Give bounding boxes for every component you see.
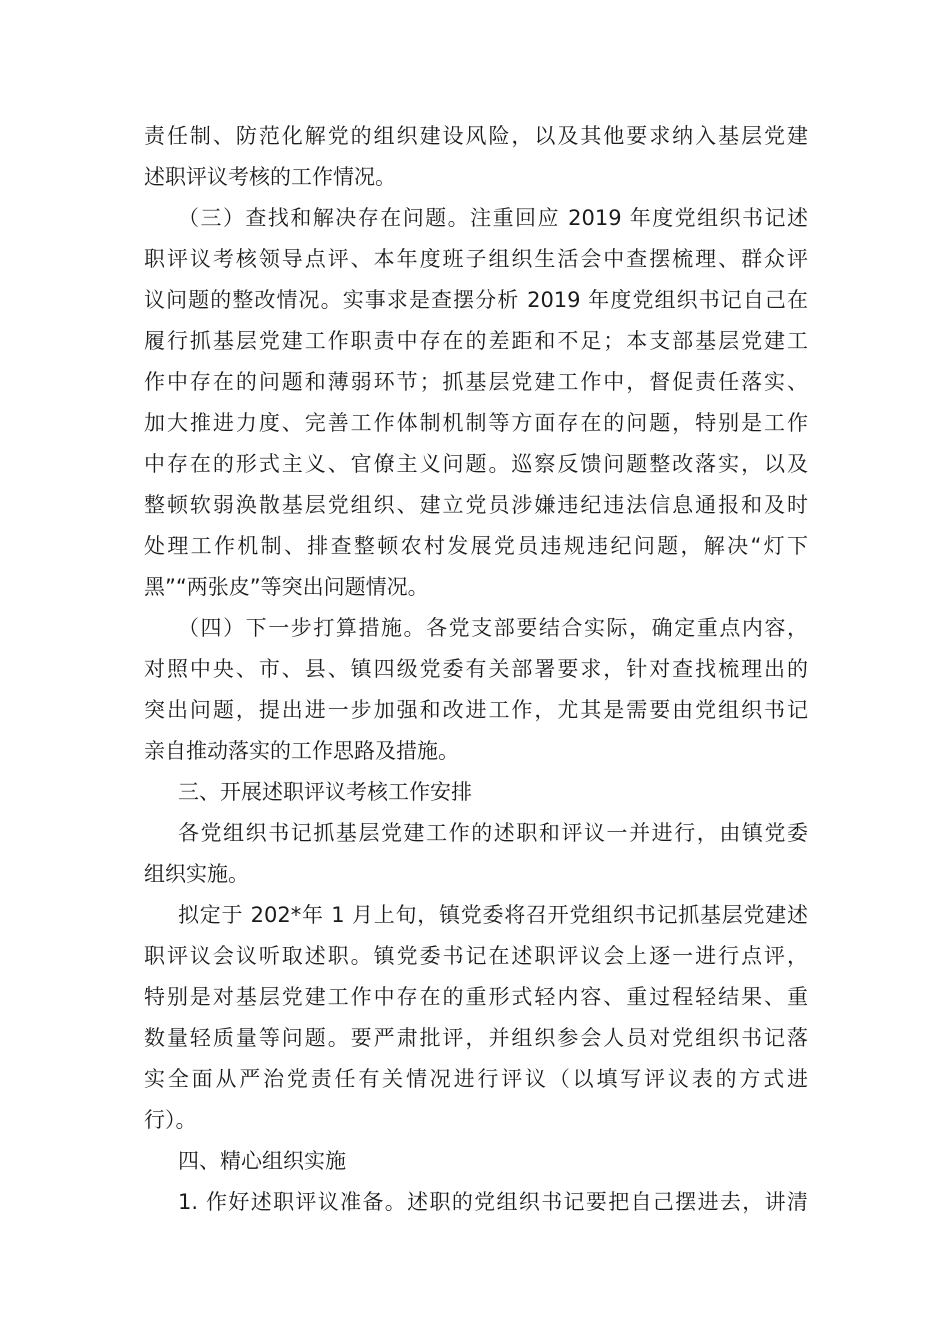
text-line: 四、精心组织实施 [178, 1149, 346, 1173]
text-line: 实全面从严治党责任有关情况进行评议（以填写评议表的方式进 [144, 1067, 808, 1091]
document-body [144, 116, 808, 1223]
text-line: 处理工作机制、排查整顿农村发展党员违规违纪问题，解决“灯下 [144, 534, 808, 558]
text-line: 三、开展述职评议考核工作安排 [178, 780, 472, 804]
text-line: 黑”“两张皮”等突出问题情况。 [144, 575, 429, 599]
text-line: 作中存在的问题和薄弱环节；抓基层党建工作中，督促责任落实、 [144, 370, 808, 394]
text-line: 对照中央、市、县、镇四级党委有关部署要求，针对查找梳理出的 [144, 657, 808, 681]
text-line: 行）。 [144, 1108, 197, 1132]
text-line: 整顿软弱涣散基层党组织、建立党员涉嫌违纪违法信息通报和及时 [144, 493, 808, 517]
text-line: 中存在的形式主义、官僚主义问题。巡察反馈问题整改落实，以及 [144, 452, 808, 476]
text-line: 1. 作好述职评议准备。述职的党组织书记要把自己摆进去，讲清 [178, 1190, 808, 1214]
text-line: 履行抓基层党建工作职责中存在的差距和不足；本支部基层党建工 [144, 329, 808, 353]
text-line: 亲自推动落实的工作思路及措施。 [144, 739, 459, 763]
text-line: 突出问题，提出进一步加强和改进工作，尤其是需要由党组织书记 [144, 698, 808, 722]
text-line: 责任制、防范化解党的组织建设风险，以及其他要求纳入基层党建 [144, 124, 808, 148]
text-line: 各党组织书记抓基层党建工作的述职和评议一并进行，由镇党委 [178, 821, 808, 845]
text-line: 议问题的整改情况。实事求是查摆分析 2019 年度党组织书记自己在 [144, 288, 808, 312]
text-line: 数量轻质量等问题。要严肃批评，并组织参会人员对党组织书记落 [144, 1026, 808, 1050]
text-line: 职评议会议听取述职。镇党委书记在述职评议会上逐一进行点评， [144, 944, 808, 968]
text-line: 述职评议考核的工作情况。 [144, 165, 396, 189]
text-line: 职评议考核领导点评、本年度班子组织生活会中查摆梳理、群众评 [144, 247, 808, 271]
text-line: 特别是对基层党建工作中存在的重形式轻内容、重过程轻结果、重 [144, 985, 808, 1009]
text-line: 拟定于 202*年 1 月上旬，镇党委将召开党组织书记抓基层党建述 [178, 903, 808, 927]
text-line: 组织实施。 [144, 862, 249, 886]
text-line: （三）查找和解决存在问题。注重回应 2019 年度党组织书记述 [178, 206, 808, 230]
text-line: （四）下一步打算措施。各党支部要结合实际，确定重点内容， [178, 616, 808, 640]
text-line: 加大推进力度、完善工作体制机制等方面存在的问题，特别是工作 [144, 411, 808, 435]
